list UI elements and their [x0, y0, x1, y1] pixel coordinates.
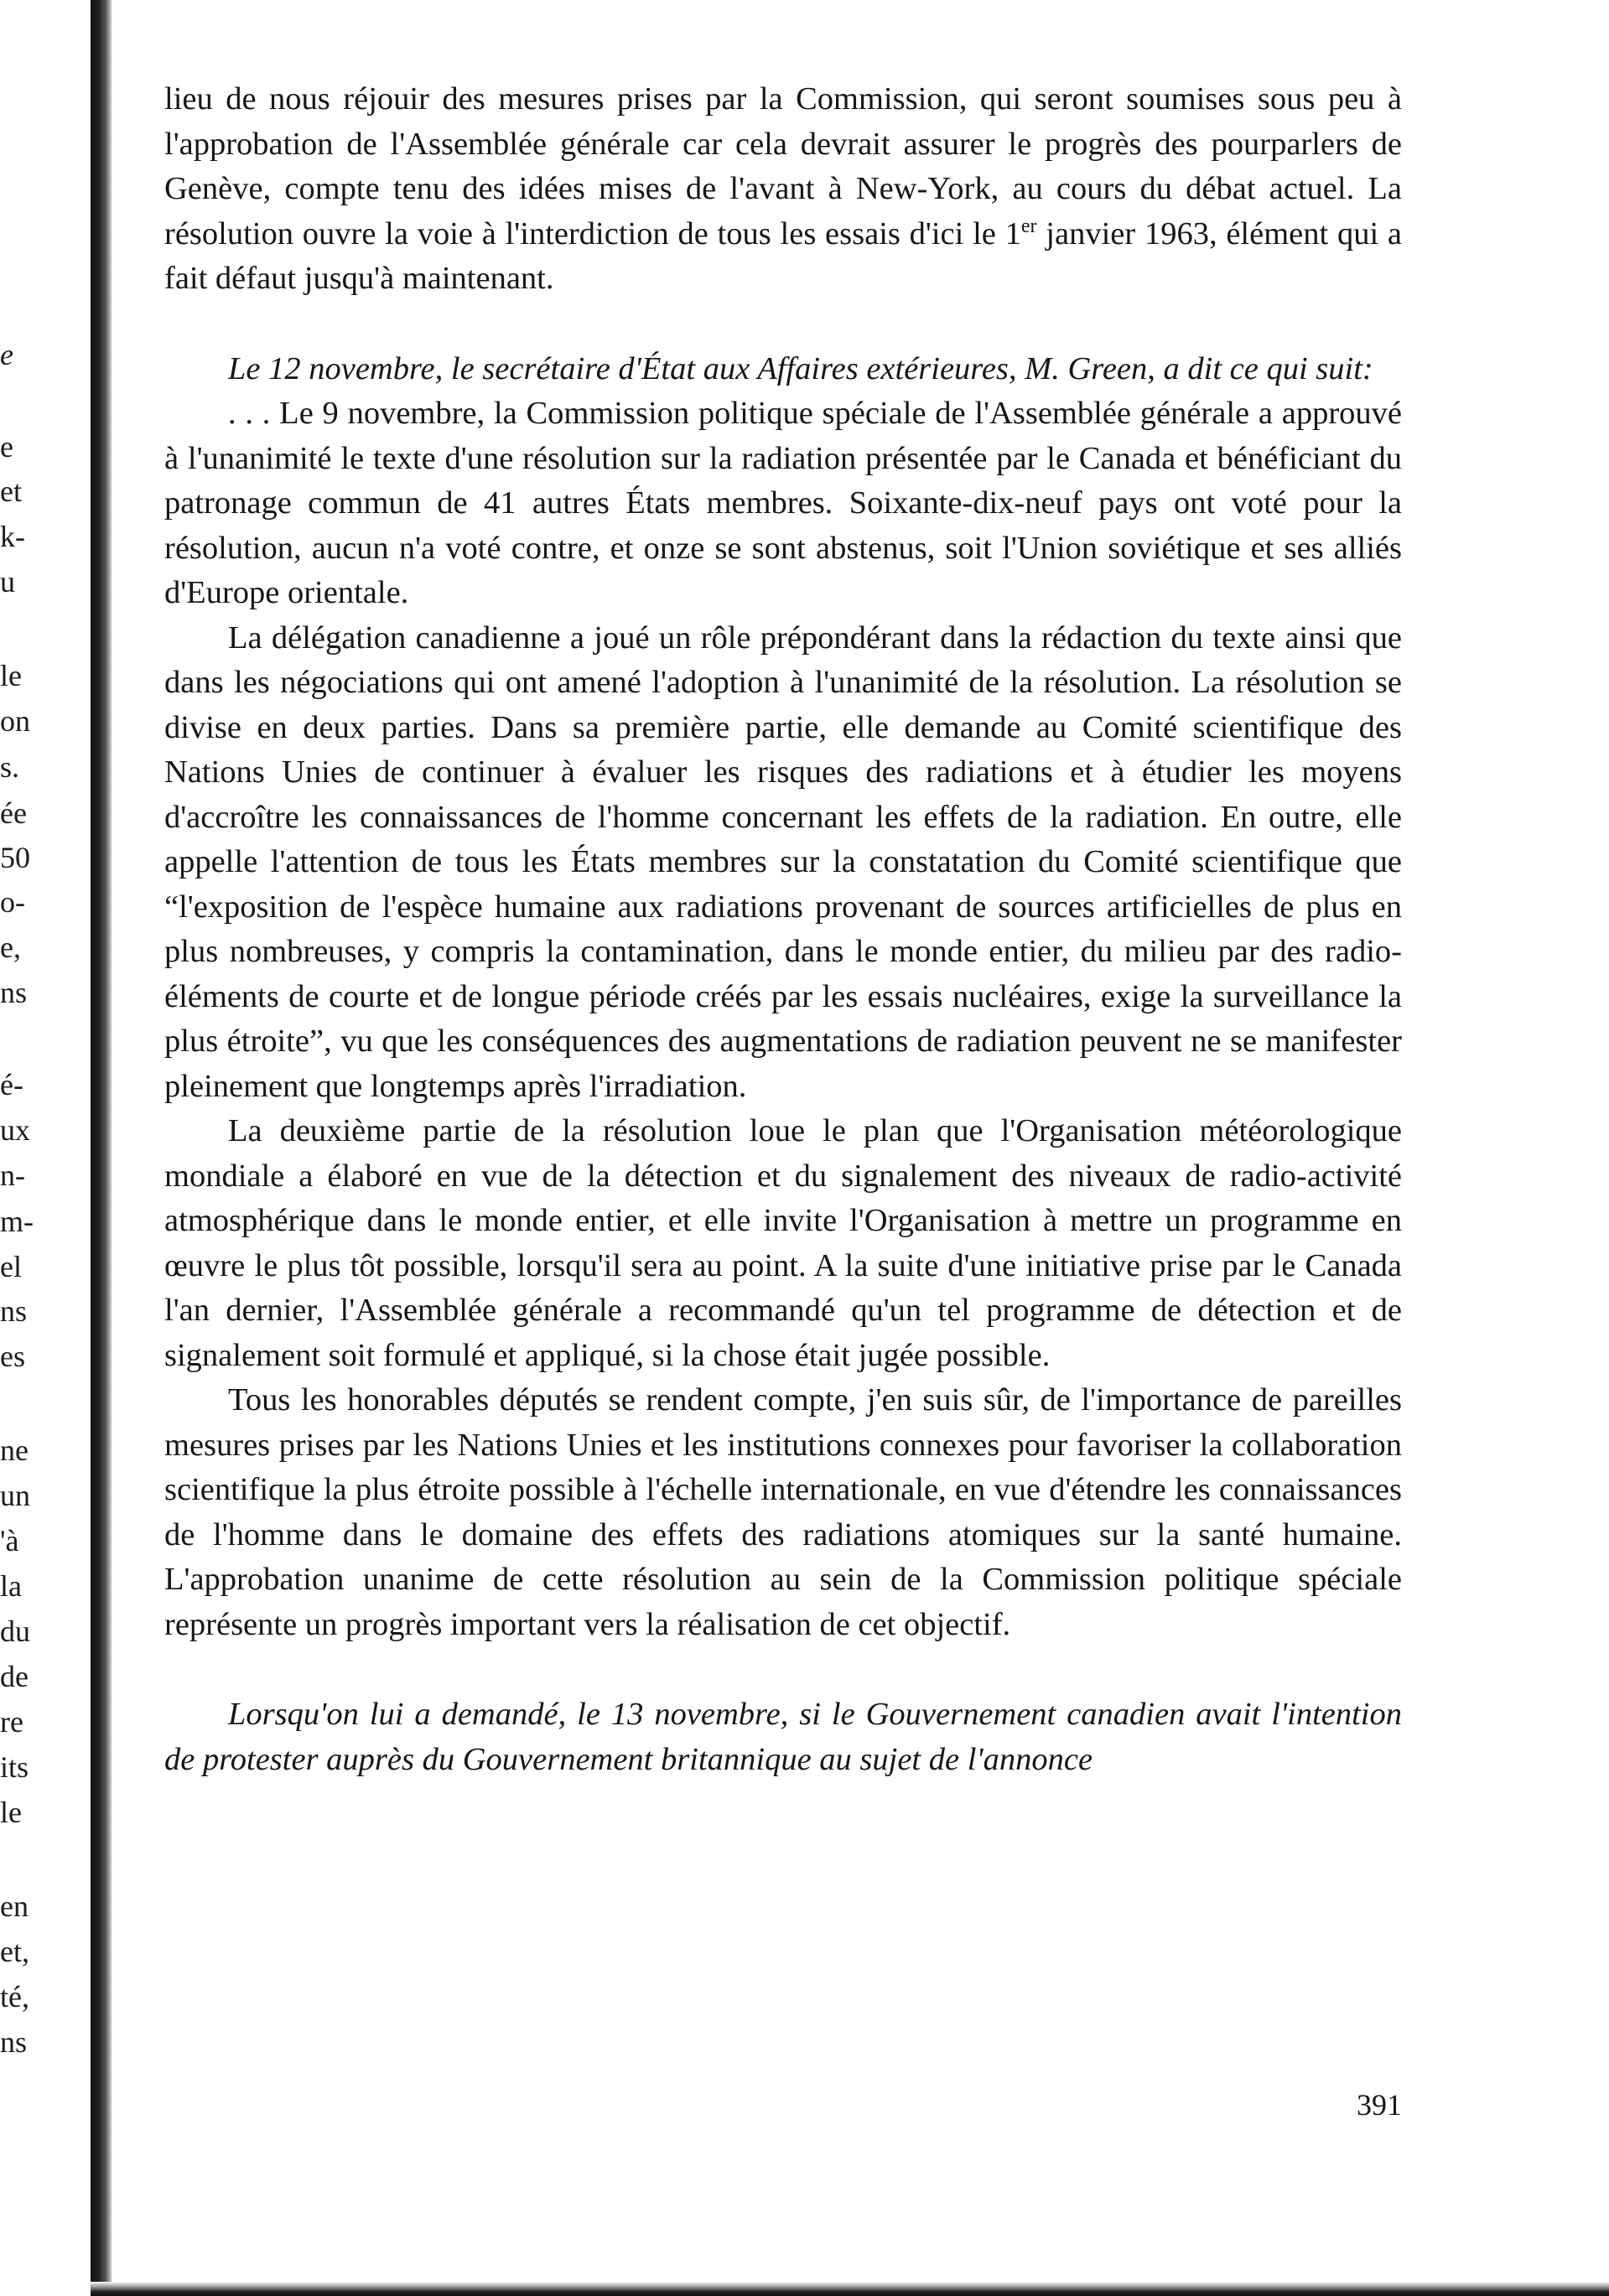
page-bottom-shadow — [91, 2282, 1609, 2296]
adjacent-page-fragment: on — [0, 704, 30, 738]
adjacent-page-fragment: u — [0, 565, 15, 599]
adjacent-page-fragment: m- — [0, 1205, 34, 1238]
superscript: er — [1020, 215, 1037, 237]
adjacent-page-fragment: ux — [0, 1113, 30, 1147]
quoted-paragraph: . . . Le 9 novembre, la Commission politique spéciale de l'Assemblée générale a approuvé à l'unanimité le texte d'une résolution sur la radiation présentée par le Canada et bénéficiant du patronage commun de 41 autres États membres. Soixante-dix-neuf pays ont voté pour la résolution, aucun n'a voté contre, et onze se sont abstenus, soit l'Union soviétique et ses alliés d'Europe orientale. — [164, 396, 1402, 610]
adjacent-page-fragment: ns — [0, 2025, 28, 2059]
adjacent-page-fragment: et, — [0, 1935, 29, 1968]
quoted-paragraph: La deuxième partie de la résolution loue le plan que l'Organisation météorologique mondiale a élaboré en vue de la détection et du signalement des niveaux de radio-activité atmosphérique dans le monde entier, et elle invite l'Organisation à mettre un programme en œuvre le plus tôt possible, lorsqu'il sera au point. A la suite d'une initiative prise par le Canada l'an dernier, l'Assemblée générale a recommandé qu'un tel programme de détection et de signalement soit formulé et appliqué, si la chose était jugée possible. — [164, 1113, 1402, 1373]
page-body — [164, 77, 1402, 1782]
adjacent-page-fragment: et — [0, 474, 22, 508]
paragraph-continuation — [164, 77, 1402, 302]
adjacent-page-fragment: n- — [0, 1158, 25, 1192]
adjacent-page-fragment: e, — [0, 930, 21, 964]
adjacent-page-fragment: its — [0, 1750, 29, 1784]
adjacent-page-fragment: de — [0, 1660, 29, 1693]
adjacent-page-fragment: o- — [0, 885, 25, 919]
adjacent-page-fragment: en — [0, 1889, 29, 1923]
editorial-introduction: Lorsqu'on lui a demandé, le 13 novembre, si le Gouvernement canadien avait l'intention de protester auprès du Gouvernement britannique au sujet de l'annonce — [164, 1697, 1402, 1777]
adjacent-page-fragment: el — [0, 1250, 22, 1283]
adjacent-page-fragment: la — [0, 1569, 22, 1603]
paragraph-text: lieu de nous réjouir des mesures prises par la Commission, qui seront soumises sous peu à l'approbation de l'Assemblée générale car cela devrait assurer le progrès des pourparlers de Genève, compte tenu des idées mises de l'avant à New-York, au cours du débat actuel. La résolution ouvre la voie à l'interdiction de tous les essais d'ici le 1 — [164, 81, 1402, 251]
adjacent-page-fragment: un — [0, 1479, 30, 1512]
adjacent-page-fragment: 50 — [0, 841, 30, 874]
editorial-introduction: Le 12 novembre, le secrétaire d'État aux Affaires extérieures, M. Green, a dit ce qui suit: — [228, 350, 1373, 386]
adjacent-page-fragment: du — [0, 1614, 30, 1648]
adjacent-page-fragment: le — [0, 659, 22, 692]
adjacent-page-fragment: s. — [0, 750, 20, 784]
page-number: 391 — [1357, 2088, 1402, 2122]
adjacent-page-fragment: ns — [0, 976, 28, 1009]
book-binding-shadow — [91, 0, 112, 2296]
adjacent-page-fragment: ns — [0, 1294, 28, 1328]
adjacent-page-fragment: ée — [0, 796, 27, 830]
adjacent-page-fragment: re — [0, 1705, 23, 1739]
adjacent-page-fragment: e — [0, 338, 13, 371]
paragraph-text: janvier 1963, élément qui a fait défaut jusqu'à maintenant. — [164, 215, 1402, 296]
adjacent-page-fragment: es — [0, 1340, 25, 1373]
adjacent-page-fragment: k- — [0, 520, 25, 553]
quoted-paragraph: Tous les honorables députés se rendent compte, j'en suis sûr, de l'importance de pareilles mesures prises par les Nations Unies et les institutions connexes pour favoriser la collaboration scientifique la plus étroite possible à l'échelle internationale, en vue d'étendre les connaissances de l'homme dans le domaine des effets des radiations atomiques sur la santé humaine. L'approbation unanime de cette résolution au sein de la Commission politique spéciale représente un progrès important vers la réalisation de cet objectif. — [164, 1382, 1402, 1642]
adjacent-page-fragment: é- — [0, 1068, 23, 1101]
adjacent-page-fragment: 'à — [0, 1524, 19, 1557]
quoted-paragraph: La délégation canadienne a joué un rôle prépondérant dans la rédaction du texte ainsi que dans les négociations qui ont amené l'adoption à l'unanimité de la résolution. La résolution se divise en deux parties. Dans sa première partie, elle demande au Comité scientifique des Nations Unies de continuer à évaluer les risques des radiations et à étudier les moyens d'accroître les connaissances de l'homme concernant les effets de la radiation. En outre, elle appelle l'attention de tous les États membres sur la constatation du Comité scientifique que “l'exposition de l'espèce humaine aux radiations provenant de sources artificielles de plus en plus nombreuses, y compris la contamination, dans le monde entier, du milieu par des radio-éléments de courte et de longue période créés par les essais nucléaires, exige la surveillance la plus étroite”, vu que les conséquences des augmentations de radiation peuvent ne se manifester pleinement que longtemps après l'irradiation. — [164, 619, 1402, 1104]
adjacent-page-edge — [0, 0, 89, 2296]
adjacent-page-fragment: le — [0, 1796, 22, 1829]
adjacent-page-fragment: ne — [0, 1433, 29, 1467]
adjacent-page-fragment: e — [0, 430, 13, 464]
adjacent-page-fragment: té, — [0, 1980, 29, 2014]
